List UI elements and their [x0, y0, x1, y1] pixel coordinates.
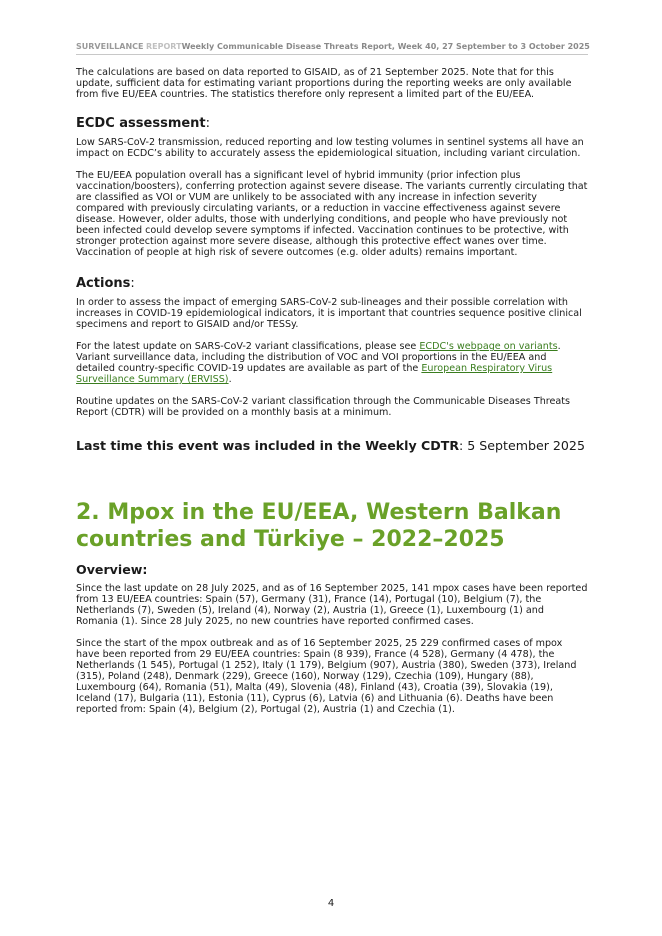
- document-page: [76, 42, 588, 715]
- intro-paragraph: The calculations are based on data reported to GISAID, as of 21 September 2025. Note that for this update, sufficient data for estimating variant proportions during the reporting weeks are only available from five EU/EEA countries. The statistics therefore only represent a limited part of the EU/EEA.: [76, 67, 572, 100]
- header-report-type: [76, 42, 182, 51]
- actions-paragraph-3: Routine updates on the SARS-CoV-2 variant classification through the Communicable Diseases Threats Report (CDTR) will be provided on a monthly basis at a minimum.: [76, 396, 571, 418]
- header-surveillance-label: SURVEILLANCE: [76, 42, 144, 51]
- mpox-section-title: 2. Mpox in the EU/EEA, Western Balkan countries and Türkiye – 2022–2025: [76, 500, 562, 552]
- ecdc-variants-link[interactable]: ECDC's webpage on variants: [419, 341, 558, 352]
- header-report-label: REPORT: [146, 42, 182, 51]
- overview-heading: Overview:: [76, 562, 148, 577]
- actions-heading: Actions:: [76, 276, 135, 291]
- mpox-overview-paragraph-2: Since the start of the mpox outbreak and as of 16 September 2025, 25 229 confirmed cases of mpox have been reported from 29 EU/EEA countries: Spain (8 939), France (4 528), Germany (4 478), the Netherlands (1 545), Portugal (1 252), Italy (1 179), Belgium (907), Austria (380), Sweden (373), Ireland (315), Poland (248), Denmark (229), Greece (160), Norway (129), Czechia (109), Hungary (88), Luxembourg (64), Romania (51), Malta (49), Slovenia (48), Finland (43), Croatia (39), Slovakia (19), Iceland (17), Bulgaria (11), Estonia (11), Cyprus (6), Latvia (6) and Lithuania (6). Deaths have been reported from: Spain (4), Belgium (2), Portugal (2), Austria (1) and Czechia (1).: [76, 638, 577, 715]
- actions-paragraph-1: In order to assess the impact of emerging SARS-CoV-2 sub-lineages and their possible correlation with increases in COVID-19 epidemiological indicators, it is important that countries sequence positive clinical specimens and report to GISAID and/or TESSy.: [76, 297, 582, 330]
- ecdc-assessment-paragraph-2: The EU/EEA population overall has a significant level of hybrid immunity (prior infection plus vaccination/boosters), conferring protection against severe disease. The variants currently circulating that are classified as VOI or VUM are unlikely to be associated with any increase in infection severity compared with previously circulating variants, or a reduction in vaccine effectiveness against severe disease. However, older adults, those with underlying conditions, and people who have previously not been infected could develop severe symptoms if infected. Vaccination continues to be protective, with stronger protection against more severe disease, although this protective effect wanes over time. Vaccination of people at high risk of severe outcomes (e.g. older adults) remains important.: [76, 170, 588, 258]
- running-header: [76, 42, 588, 55]
- mpox-overview-paragraph-1: Since the last update on 28 July 2025, and as of 16 September 2025, 141 mpox cases have been reported from 13 EU/EEA countries: Spain (57), Germany (31), France (14), Portugal (10), Belgium (7), the Netherlands (7), Sweden (5), Ireland (4), Norway (2), Austria (1), Greece (1), Luxembourg (1) and Romania (1). Since 28 July 2025, no new countries have reported confirmed cases.: [76, 583, 588, 627]
- header-report-title: Weekly Communicable Disease Threats Report, Week 40, 27 September to 3 October 2025: [181, 42, 590, 51]
- erviss-link[interactable]: European Respiratory Virus Surveillance Summary (ERVISS): [76, 363, 553, 385]
- ecdc-assessment-heading: ECDC assessment:: [76, 116, 211, 131]
- last-time-date: : 5 September 2025: [459, 438, 585, 453]
- page-number: 4: [327, 898, 335, 909]
- last-time-included: [76, 438, 588, 453]
- last-time-label: Last time this event was included in the Weekly CDTR: [76, 438, 460, 453]
- actions-paragraph-2: For the latest update on SARS-CoV-2 variant classifications, please see ECDC's webpage on variants. Variant surveillance data, including the distribution of VOC and VOI proportions in the EU/EEA and detailed country-specific COVID-19 updates are available as part of the European Respiratory Virus Surveillance Summary (ERVISS).: [76, 341, 561, 385]
- ecdc-assessment-paragraph-1: Low SARS-CoV-2 transmission, reduced reporting and low testing volumes in sentinel systems all have an impact on ECDC’s ability to accurately assess the epidemiological situation, including variant circulation.: [76, 137, 584, 159]
